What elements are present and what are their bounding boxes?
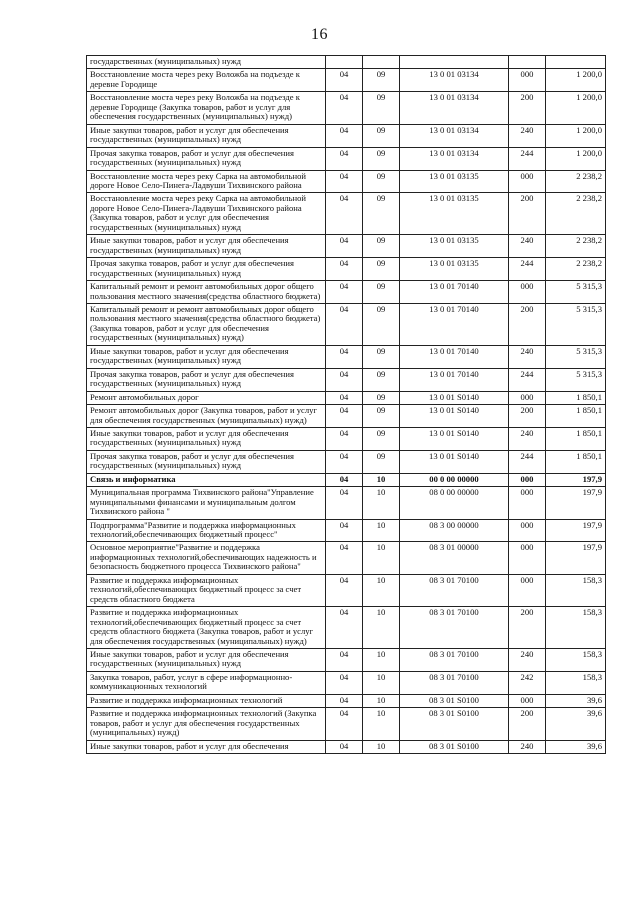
row-amount-cell: 1 200,0 (546, 69, 606, 92)
table-row (87, 694, 606, 707)
row-name-cell: государственных (муниципальных) нужд (87, 56, 326, 69)
row-name-cell: Прочая закупка товаров, работ и услуг для обеспечения государственных (муниципальных) нужд (87, 368, 326, 391)
table-row (87, 345, 606, 368)
table-row (87, 368, 606, 391)
row-name-cell: Развитие и поддержка информационных технологий,обеспечивающих бюджетный процесс за счет средств областного бюджета (Закупка товаров, работ и услуг для обеспечения государственных (муниципальных) нужд) (87, 607, 326, 649)
row-section-cell: 04 (326, 124, 363, 147)
row-subsection-cell: 09 (363, 450, 400, 473)
table-row (87, 170, 606, 193)
row-subsection-cell: 09 (363, 303, 400, 345)
row-target-article-cell: 13 0 01 03134 (400, 124, 509, 147)
row-subsection-cell: 09 (363, 170, 400, 193)
row-amount-cell: 1 200,0 (546, 92, 606, 124)
row-section-cell: 04 (326, 303, 363, 345)
row-subsection-cell: 09 (363, 345, 400, 368)
row-subsection-cell: 10 (363, 740, 400, 753)
row-subsection-cell: 10 (363, 708, 400, 740)
row-subsection-cell: 10 (363, 519, 400, 542)
row-subsection-cell: 09 (363, 193, 400, 235)
row-amount-cell: 5 315,3 (546, 303, 606, 345)
table-row (87, 542, 606, 574)
row-section-cell: 04 (326, 92, 363, 124)
row-subsection-cell: 09 (363, 235, 400, 258)
row-section-cell: 04 (326, 368, 363, 391)
row-expense-type-cell: 000 (509, 487, 546, 519)
row-name-cell: Восстановление моста через реку Сарка на автомобильной дороге Новое Село-Пинега-Ладвуши Тихвинского района (Закупка товаров, работ и услуг для обеспечения государственных (муниципальных) нужд (87, 193, 326, 235)
row-expense-type-cell: 240 (509, 649, 546, 672)
row-target-article-cell: 13 0 01 70140 (400, 345, 509, 368)
row-section-cell: 04 (326, 258, 363, 281)
row-target-article-cell: 00 0 00 00000 (400, 473, 509, 486)
table-row (87, 450, 606, 473)
table-row (87, 193, 606, 235)
row-target-article-cell: 08 3 01 S0100 (400, 740, 509, 753)
row-expense-type-cell: 240 (509, 740, 546, 753)
row-section-cell: 04 (326, 69, 363, 92)
row-name-cell: Развитие и поддержка информационных технологий (87, 694, 326, 707)
row-subsection-cell: 10 (363, 649, 400, 672)
table-row (87, 391, 606, 404)
row-name-cell: Ремонт автомобильных дорог (87, 391, 326, 404)
row-section-cell: 04 (326, 542, 363, 574)
row-expense-type-cell: 240 (509, 345, 546, 368)
row-name-cell: Развитие и поддержка информационных технологий,обеспечивающих бюджетный процесс за счет средств областного бюджета (87, 574, 326, 606)
row-target-article-cell: 13 0 01 S0140 (400, 450, 509, 473)
row-amount-cell: 2 238,2 (546, 170, 606, 193)
row-expense-type-cell: 200 (509, 303, 546, 345)
row-section-cell: 04 (326, 473, 363, 486)
table-row (87, 281, 606, 304)
row-subsection-cell: 09 (363, 69, 400, 92)
table-row (87, 56, 606, 69)
row-section-cell: 04 (326, 694, 363, 707)
row-amount-cell: 197,9 (546, 519, 606, 542)
row-expense-type-cell: 000 (509, 574, 546, 606)
row-name-cell: Капитальный ремонт и ремонт автомобильных дорог общего пользования местного значения(средства областного бюджета) (Закупка товаров, работ и услуг для обеспечения государственных (муниципальных) нужд) (87, 303, 326, 345)
row-target-article-cell: 13 0 01 03135 (400, 170, 509, 193)
row-subsection-cell: 10 (363, 694, 400, 707)
row-section-cell: 04 (326, 170, 363, 193)
row-target-article-cell: 13 0 01 03135 (400, 193, 509, 235)
row-subsection-cell: 10 (363, 607, 400, 649)
row-expense-type-cell (509, 56, 546, 69)
row-amount-cell: 2 238,2 (546, 258, 606, 281)
row-name-cell: Восстановление моста через реку Воложба на подъезде к деревне Городище (Закупка товаров, работ и услуг для обеспечения государственных (муниципальных) нужд) (87, 92, 326, 124)
row-target-article-cell: 08 0 00 00000 (400, 487, 509, 519)
row-section-cell: 04 (326, 671, 363, 694)
row-name-cell: Связь и информатика (87, 473, 326, 486)
row-target-article-cell: 13 0 01 70140 (400, 303, 509, 345)
budget-table (86, 55, 606, 754)
row-expense-type-cell: 000 (509, 519, 546, 542)
table-row (87, 487, 606, 519)
row-section-cell: 04 (326, 281, 363, 304)
table-row (87, 607, 606, 649)
row-subsection-cell: 09 (363, 124, 400, 147)
row-amount-cell: 39,6 (546, 694, 606, 707)
row-name-cell: Иные закупки товаров, работ и услуг для обеспечения государственных (муниципальных) нужд (87, 235, 326, 258)
row-amount-cell: 5 315,3 (546, 281, 606, 304)
row-subsection-cell: 09 (363, 92, 400, 124)
row-target-article-cell: 13 0 01 03134 (400, 92, 509, 124)
row-name-cell: Иные закупки товаров, работ и услуг для обеспечения государственных (муниципальных) нужд (87, 427, 326, 450)
row-target-article-cell: 13 0 01 70140 (400, 281, 509, 304)
row-subsection-cell: 10 (363, 487, 400, 519)
row-target-article-cell: 08 3 01 70100 (400, 649, 509, 672)
row-expense-type-cell: 240 (509, 124, 546, 147)
row-expense-type-cell: 000 (509, 69, 546, 92)
row-section-cell: 04 (326, 574, 363, 606)
row-section-cell (326, 56, 363, 69)
table-row (87, 124, 606, 147)
row-target-article-cell (400, 56, 509, 69)
row-target-article-cell: 13 0 01 S0140 (400, 391, 509, 404)
row-amount-cell: 1 200,0 (546, 124, 606, 147)
row-target-article-cell: 13 0 01 03134 (400, 69, 509, 92)
row-expense-type-cell: 240 (509, 427, 546, 450)
table-row (87, 69, 606, 92)
row-name-cell: Иные закупки товаров, работ и услуг для обеспечения государственных (муниципальных) нужд (87, 124, 326, 147)
table-row (87, 574, 606, 606)
table-row (87, 740, 606, 753)
row-section-cell: 04 (326, 345, 363, 368)
row-expense-type-cell: 240 (509, 235, 546, 258)
row-expense-type-cell: 244 (509, 147, 546, 170)
row-subsection-cell: 10 (363, 542, 400, 574)
row-amount-cell: 158,3 (546, 574, 606, 606)
row-section-cell: 04 (326, 649, 363, 672)
row-target-article-cell: 13 0 01 S0140 (400, 405, 509, 428)
row-section-cell: 04 (326, 193, 363, 235)
table-row (87, 708, 606, 740)
table-row (87, 519, 606, 542)
row-expense-type-cell: 242 (509, 671, 546, 694)
row-section-cell: 04 (326, 391, 363, 404)
row-subsection-cell: 09 (363, 405, 400, 428)
table-row (87, 671, 606, 694)
row-subsection-cell: 09 (363, 147, 400, 170)
row-expense-type-cell: 000 (509, 391, 546, 404)
row-name-cell: Развитие и поддержка информационных технологий (Закупка товаров, работ и услуг для обеспечения государственных (муниципальных) нужд) (87, 708, 326, 740)
row-section-cell: 04 (326, 519, 363, 542)
row-target-article-cell: 08 3 01 70100 (400, 574, 509, 606)
row-target-article-cell: 13 0 01 S0140 (400, 427, 509, 450)
row-amount-cell: 5 315,3 (546, 368, 606, 391)
row-amount-cell: 197,9 (546, 473, 606, 486)
row-amount-cell: 39,6 (546, 708, 606, 740)
row-subsection-cell: 10 (363, 574, 400, 606)
row-expense-type-cell: 200 (509, 193, 546, 235)
row-name-cell: Иные закупки товаров, работ и услуг для обеспечения государственных (муниципальных) нужд (87, 345, 326, 368)
row-amount-cell: 158,3 (546, 607, 606, 649)
row-amount-cell: 158,3 (546, 649, 606, 672)
row-name-cell: Прочая закупка товаров, работ и услуг для обеспечения государственных (муниципальных) нужд (87, 147, 326, 170)
row-amount-cell: 1 200,0 (546, 147, 606, 170)
row-amount-cell: 39,6 (546, 740, 606, 753)
row-subsection-cell: 09 (363, 258, 400, 281)
page-number: 16 (311, 26, 328, 43)
row-section-cell: 04 (326, 450, 363, 473)
row-target-article-cell: 08 3 01 S0100 (400, 694, 509, 707)
budget-table-body (87, 56, 606, 754)
row-name-cell: Прочая закупка товаров, работ и услуг для обеспечения государственных (муниципальных) нужд (87, 450, 326, 473)
row-amount-cell: 197,9 (546, 542, 606, 574)
row-name-cell: Закупка товаров, работ, услуг в сфере информационно-коммуникационных технологий (87, 671, 326, 694)
row-target-article-cell: 08 3 01 70100 (400, 671, 509, 694)
row-section-cell: 04 (326, 487, 363, 519)
row-amount-cell: 1 850,1 (546, 450, 606, 473)
row-expense-type-cell: 000 (509, 542, 546, 574)
row-expense-type-cell: 200 (509, 92, 546, 124)
row-target-article-cell: 13 0 01 03135 (400, 235, 509, 258)
row-subsection-cell: 09 (363, 368, 400, 391)
row-target-article-cell: 13 0 01 70140 (400, 368, 509, 391)
row-section-cell: 04 (326, 405, 363, 428)
row-expense-type-cell: 000 (509, 694, 546, 707)
row-expense-type-cell: 000 (509, 473, 546, 486)
row-section-cell: 04 (326, 147, 363, 170)
row-subsection-cell: 09 (363, 427, 400, 450)
row-section-cell: 04 (326, 708, 363, 740)
row-section-cell: 04 (326, 427, 363, 450)
row-expense-type-cell: 244 (509, 368, 546, 391)
row-expense-type-cell: 200 (509, 607, 546, 649)
row-target-article-cell: 08 3 01 70100 (400, 607, 509, 649)
row-name-cell: Восстановление моста через реку Сарка на автомобильной дороге Новое Село-Пинега-Ладвуши Тихвинского района (87, 170, 326, 193)
table-row (87, 147, 606, 170)
row-expense-type-cell: 200 (509, 405, 546, 428)
row-amount-cell: 1 850,1 (546, 391, 606, 404)
table-row (87, 427, 606, 450)
table-row (87, 258, 606, 281)
row-expense-type-cell: 200 (509, 708, 546, 740)
row-amount-cell: 2 238,2 (546, 235, 606, 258)
row-target-article-cell: 13 0 01 03134 (400, 147, 509, 170)
row-section-cell: 04 (326, 607, 363, 649)
row-section-cell: 04 (326, 235, 363, 258)
row-expense-type-cell: 244 (509, 450, 546, 473)
row-section-cell: 04 (326, 740, 363, 753)
row-subsection-cell: 09 (363, 391, 400, 404)
table-row (87, 405, 606, 428)
row-target-article-cell: 08 3 00 00000 (400, 519, 509, 542)
table-row (87, 649, 606, 672)
row-amount-cell: 1 850,1 (546, 427, 606, 450)
row-expense-type-cell: 000 (509, 170, 546, 193)
row-expense-type-cell: 244 (509, 258, 546, 281)
row-amount-cell: 197,9 (546, 487, 606, 519)
row-target-article-cell: 08 3 01 S0100 (400, 708, 509, 740)
table-row (87, 92, 606, 124)
row-name-cell: Иные закупки товаров, работ и услуг для обеспечения (87, 740, 326, 753)
row-name-cell: Прочая закупка товаров, работ и услуг для обеспечения государственных (муниципальных) нужд (87, 258, 326, 281)
row-name-cell: Капитальный ремонт и ремонт автомобильных дорог общего пользования местного значения(средства областного бюджета) (87, 281, 326, 304)
row-subsection-cell: 10 (363, 473, 400, 486)
table-row (87, 473, 606, 486)
row-name-cell: Подпрограмма"Развитие и поддержка информационных технологий,обеспечивающих бюджетный процесс" (87, 519, 326, 542)
row-target-article-cell: 08 3 01 00000 (400, 542, 509, 574)
row-amount-cell (546, 56, 606, 69)
row-subsection-cell (363, 56, 400, 69)
table-row (87, 235, 606, 258)
row-name-cell: Иные закупки товаров, работ и услуг для обеспечения государственных (муниципальных) нужд (87, 649, 326, 672)
row-subsection-cell: 09 (363, 281, 400, 304)
row-name-cell: Муниципальная программа Тихвинского района"Управление муниципальными финансами и муниципальным долгом Тихвинского района " (87, 487, 326, 519)
row-amount-cell: 2 238,2 (546, 193, 606, 235)
row-subsection-cell: 10 (363, 671, 400, 694)
row-name-cell: Ремонт автомобильных дорог (Закупка товаров, работ и услуг для обеспечения государственных (муниципальных) нужд) (87, 405, 326, 428)
row-expense-type-cell: 000 (509, 281, 546, 304)
row-name-cell: Восстановление моста через реку Воложба на подъезде к деревне Городище (87, 69, 326, 92)
row-name-cell: Основное мероприятие"Развитие и поддержка информационных технологий,обеспечивающих надежность и безопасность бюджетного процесса Тихвинского района" (87, 542, 326, 574)
row-amount-cell: 5 315,3 (546, 345, 606, 368)
table-row (87, 303, 606, 345)
row-amount-cell: 1 850,1 (546, 405, 606, 428)
row-amount-cell: 158,3 (546, 671, 606, 694)
row-target-article-cell: 13 0 01 03135 (400, 258, 509, 281)
